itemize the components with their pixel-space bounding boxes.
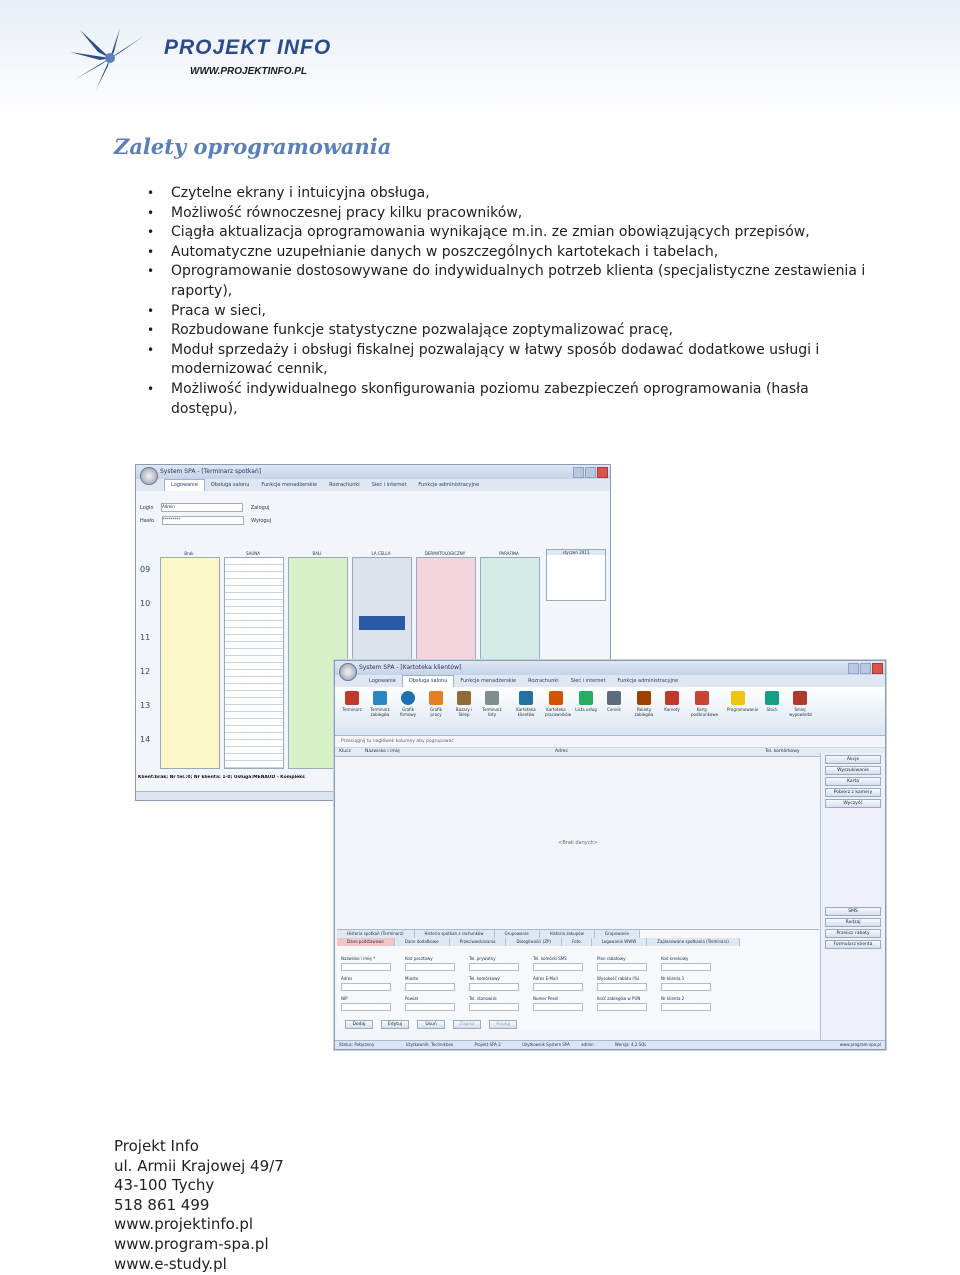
ribbon-button[interactable]: Bazary i Sklep: [453, 691, 475, 717]
recalc-discounts-button[interactable]: Przelicz rabaty: [825, 929, 881, 938]
status-ticker: Klient:brak; Nr tel.:0; Nr klienta: 1-0; Usługa:MENAUD - Kompleks: [138, 775, 305, 780]
tab-siec-internet[interactable]: Sieć i internet: [570, 678, 606, 684]
screenshot-kartoteka: [334, 660, 886, 1050]
form-buttons: [341, 1018, 521, 1031]
schedule-icon: [429, 691, 443, 705]
brand-url[interactable]: WWW.PROJEKTINFO.PL: [190, 66, 308, 77]
feature-item: • Rozbudowane funkcje statystyczne pozwalające zoptymalizować pracę,: [171, 321, 871, 341]
ribbon-button[interactable]: Cennik: [603, 691, 625, 712]
form-field[interactable]: Kod kreskowy: [661, 956, 711, 971]
form-field[interactable]: Ilość zabiegów w PUN: [597, 996, 647, 1011]
ribbon-button[interactable]: Terminarz: [341, 691, 363, 712]
postal-city: 43-100 Tychy: [114, 1176, 215, 1195]
website-link[interactable]: www.projektinfo.pl: [114, 1215, 254, 1234]
tab-funkcje-administracyjne[interactable]: Funkcje administracyjne: [418, 482, 480, 488]
type-button[interactable]: Rodzaj: [825, 918, 881, 927]
info-icon: [401, 691, 415, 705]
calendar-icon: [345, 691, 359, 705]
status-bar: [335, 1040, 885, 1049]
warning-icon: [731, 691, 745, 705]
form-field[interactable]: Adres E-Mail: [533, 976, 583, 991]
form-tab[interactable]: Historia spotkań (Terminarz): [337, 930, 415, 938]
card-button[interactable]: Karta: [825, 777, 881, 786]
ribbon-button[interactable]: Grafik pracy: [425, 691, 447, 717]
hour-label: 10: [140, 599, 151, 608]
login-input[interactable]: Admin: [161, 503, 243, 512]
password-label: Hasło: [140, 518, 154, 524]
passes-icon: [665, 691, 679, 705]
form-field[interactable]: Tel. stanowisk: [469, 996, 519, 1011]
logout-button[interactable]: Wyloguj: [251, 518, 272, 524]
messages-icon: [793, 691, 807, 705]
services-icon: [579, 691, 593, 705]
street-address: ul. Armii Krajowej 49/7: [114, 1156, 284, 1175]
room-header: PARAFINA: [499, 551, 519, 556]
ribbon-button[interactable]: Śmiej wypowiedzi: [789, 691, 811, 717]
feature-item: • Moduł sprzedaży i obsługi fiskalnej pozwalający w łatwy sposób dodawać dodatkowe usługi i modernizować cennik,: [171, 341, 871, 380]
hour-label: 14: [140, 735, 151, 744]
features-list: [171, 184, 871, 419]
form-field[interactable]: Tel. prywatny: [469, 956, 519, 971]
room-column[interactable]: [160, 557, 220, 769]
ribbon-button[interactable]: Kartoteka pracowników: [545, 691, 567, 717]
projekt-info-logo-icon: [60, 22, 160, 94]
feature-item: • Automatyczne uzupełnianie danych w poszczególnych kartotekach i tabelach,: [171, 243, 871, 263]
window-titlebar: [335, 661, 885, 675]
mini-calendar[interactable]: [546, 549, 606, 601]
close-icon[interactable]: [872, 663, 883, 674]
login-button[interactable]: Zaloguj: [250, 505, 270, 511]
form-field[interactable]: Plan rabatowy: [597, 956, 647, 971]
ribbon-button[interactable]: Karnety: [661, 691, 683, 712]
tab-logowanie[interactable]: Logowanie: [164, 479, 205, 491]
form-field[interactable]: Tel. komórki SMS: [533, 956, 583, 971]
form-tab[interactable]: Dane dodatkowe: [395, 938, 450, 946]
tab-obsluga-salonu[interactable]: Obsługa salonu: [402, 675, 455, 687]
password-input[interactable]: *********: [162, 516, 244, 525]
grid-empty-text: <Brak danych>: [558, 840, 598, 846]
tab-funkcje-menadzerskie[interactable]: Funkcje menadżerskie: [460, 678, 517, 684]
form-field[interactable]: Nr klienta 2: [661, 996, 711, 1011]
window-titlebar: [136, 465, 610, 479]
package-icon: [637, 691, 651, 705]
status-item: admin: [581, 1042, 594, 1047]
tab-siec-internet[interactable]: Sieć i internet: [371, 482, 407, 488]
tab-obsluga-salonu[interactable]: Obsługa salonu: [210, 482, 250, 488]
maximize-icon[interactable]: [860, 663, 871, 674]
form-tab[interactable]: Foto: [562, 938, 592, 946]
ribbon-button[interactable]: Pakiety zabiegów: [633, 691, 655, 717]
form-tab[interactable]: Dane podstawowe: [337, 938, 395, 946]
add-button[interactable]: Dodaj: [345, 1020, 373, 1029]
form-tab[interactable]: Zaplanowane spotkania (Terminarz): [647, 938, 740, 946]
form-field[interactable]: Nazwisko i imię *: [341, 956, 391, 971]
clients-icon: [519, 691, 533, 705]
column-header[interactable]: Adres: [555, 749, 568, 754]
page-title: Zalety oprogramowania: [114, 134, 392, 159]
edit-button[interactable]: Edytuj: [381, 1020, 409, 1029]
ribbon-button[interactable]: Programowanie: [727, 691, 749, 712]
feature-item: • Możliwość indywidualnego skonfigurowania poziomu zabezpieczeń oprogramowania (hasła dostępu),: [171, 380, 871, 419]
company-name: Projekt Info: [114, 1137, 199, 1155]
page-header: [0, 0, 960, 120]
ribbon-button[interactable]: Stock: [761, 691, 783, 712]
feature-item: • Oprogramowanie dostosowywane do indywidualnych potrzeb klienta (specjalistyczne zestawienia i raporty),: [171, 262, 871, 301]
room-column[interactable]: [224, 557, 284, 769]
ribbon-button[interactable]: Karty podarunkowe: [691, 691, 713, 717]
form-tab[interactable]: Historia spotkań z rachunków: [415, 930, 495, 938]
login-label: Login: [140, 505, 154, 511]
minimize-icon[interactable]: [848, 663, 859, 674]
website-link[interactable]: www.e-study.pl: [114, 1254, 227, 1273]
app-menu-orb-icon[interactable]: [140, 467, 158, 485]
tab-rozrachunki[interactable]: Rozrachunki: [528, 678, 559, 684]
gift-card-icon: [695, 691, 709, 705]
ribbon-tabs: [335, 675, 885, 687]
form-field[interactable]: Adres: [341, 976, 391, 991]
status-item: Status: Połączony: [339, 1042, 375, 1047]
ribbon-button[interactable]: Kartoteka klientów: [515, 691, 537, 717]
tab-logowanie[interactable]: Logowanie: [369, 678, 396, 684]
employees-icon: [549, 691, 563, 705]
calendar-icon: [373, 691, 387, 705]
feature-item: • Możliwość równoczesnej pracy kilku pracowników,: [171, 204, 871, 224]
ribbon-button[interactable]: Lista usług: [575, 691, 597, 712]
client-form: [337, 929, 819, 1030]
tab-funkcje-administracyjne[interactable]: Funkcje administracyjne: [617, 678, 679, 684]
form-field[interactable]: NIP: [341, 996, 391, 1011]
ribbon-tabs: [136, 479, 610, 491]
brand-name: PROJEKT INFO: [164, 36, 332, 59]
feature-item: • Praca w sieci,: [171, 302, 871, 322]
form-tab[interactable]: Grupowanie: [495, 930, 540, 938]
status-item: Projekt SPA 2: [474, 1042, 501, 1047]
form-tab[interactable]: Grupowanie: [595, 930, 640, 938]
delete-button[interactable]: Usuń: [417, 1020, 445, 1029]
right-action-pane: [820, 753, 885, 1049]
column-header[interactable]: Nazwisko i imię: [365, 749, 400, 754]
status-item: Użytkownik System SPA: [522, 1042, 570, 1047]
hour-label: 11: [140, 633, 151, 642]
ribbon-button[interactable]: Grafik firmowy: [397, 691, 419, 717]
window-title: System SPA - [Terminarz spotkań]: [160, 468, 262, 475]
room-header: DERMATOLOGICZNY: [424, 551, 466, 556]
tab-rozrachunki[interactable]: Rozrachunki: [329, 482, 360, 488]
price-list-icon: [607, 691, 621, 705]
search-button[interactable]: Wyszukiwanie: [825, 766, 881, 775]
hour-label: 12: [140, 667, 151, 676]
shop-icon: [457, 691, 471, 705]
status-item: Wersja: 4.2 SQL: [614, 1042, 647, 1047]
stock-icon: [765, 691, 779, 705]
list-icon: [485, 691, 499, 705]
cancel-button[interactable]: Anuluj: [489, 1020, 517, 1029]
login-panel: [140, 503, 271, 525]
hour-label: 13: [140, 701, 151, 710]
website-link[interactable]: www.program-spa.pl: [114, 1234, 269, 1253]
client-form-button[interactable]: Formularz klienta: [825, 940, 881, 949]
calendar-month: styczeń 2011: [547, 550, 605, 555]
group-by-hint: Przeciągnij tu nagłówek kolumny aby pogrupować: [335, 736, 885, 748]
form-field[interactable]: Miasto: [405, 976, 455, 991]
room-header: BALI: [312, 551, 322, 556]
grid-header: [335, 748, 885, 757]
form-tab[interactable]: Historia zakupów: [540, 930, 595, 938]
feature-item: • Ciągła aktualizacja oprogramowania wynikające m.in. ze zmian obowiązujących przepisów,: [171, 223, 871, 243]
ribbon-button[interactable]: Terminarz zabiegów: [369, 691, 391, 717]
status-item: Użytkownik: Technikbox: [405, 1042, 454, 1047]
form-tab[interactable]: Dolegliwości (ZP): [506, 938, 562, 946]
room-header: LA CELLA: [371, 551, 391, 556]
feature-item: • Czytelne ekrany i intuicyjna obsługa,: [171, 184, 871, 204]
form-field[interactable]: Nr klienta 1: [661, 976, 711, 991]
form-field[interactable]: Wysokość rabatu (%): [597, 976, 647, 991]
appointment-block[interactable]: [359, 616, 405, 630]
form-field[interactable]: Tel. komórkowy: [469, 976, 519, 991]
clear-button[interactable]: Wyczyść: [825, 799, 881, 808]
form-field[interactable]: Numer Pesel: [533, 996, 583, 1011]
column-header[interactable]: Klucz: [339, 749, 351, 754]
sms-button[interactable]: SMS: [825, 907, 881, 916]
contact-footer: [114, 1137, 284, 1274]
maximize-icon[interactable]: [585, 467, 596, 478]
form-field[interactable]: Powiat: [405, 996, 455, 1011]
app-menu-orb-icon[interactable]: [339, 663, 357, 681]
minimize-icon[interactable]: [573, 467, 584, 478]
status-item[interactable]: www.program-spa.pl: [839, 1042, 881, 1047]
ribbon-toolbar: [335, 687, 885, 736]
tab-funkcje-menadzerskie[interactable]: Funkcje menadżerskie: [261, 482, 318, 488]
column-header[interactable]: Tel. komórkowy: [765, 749, 800, 754]
room-header: SAUNA: [245, 551, 260, 556]
room-header: Brak: [184, 551, 194, 556]
hour-label: 09: [140, 565, 151, 574]
ribbon-button[interactable]: Terminarz listy: [481, 691, 503, 717]
camera-button[interactable]: Pobierz z kamery: [825, 788, 881, 797]
phone-number: 518 861 499: [114, 1195, 210, 1214]
window-title: System SPA - [Kartoteka klientów]: [359, 664, 462, 671]
form-tab[interactable]: Przeciwwskazania: [450, 938, 507, 946]
close-icon[interactable]: [597, 467, 608, 478]
form-field[interactable]: Kod pocztowy: [405, 956, 455, 971]
akcje-button[interactable]: Akcje: [825, 755, 881, 764]
save-button[interactable]: Zapisz: [453, 1020, 481, 1029]
form-tabs-row-2: [337, 938, 819, 946]
form-tab[interactable]: Logowanie WWW: [592, 938, 648, 946]
form-tabs-row-1: [337, 930, 819, 938]
